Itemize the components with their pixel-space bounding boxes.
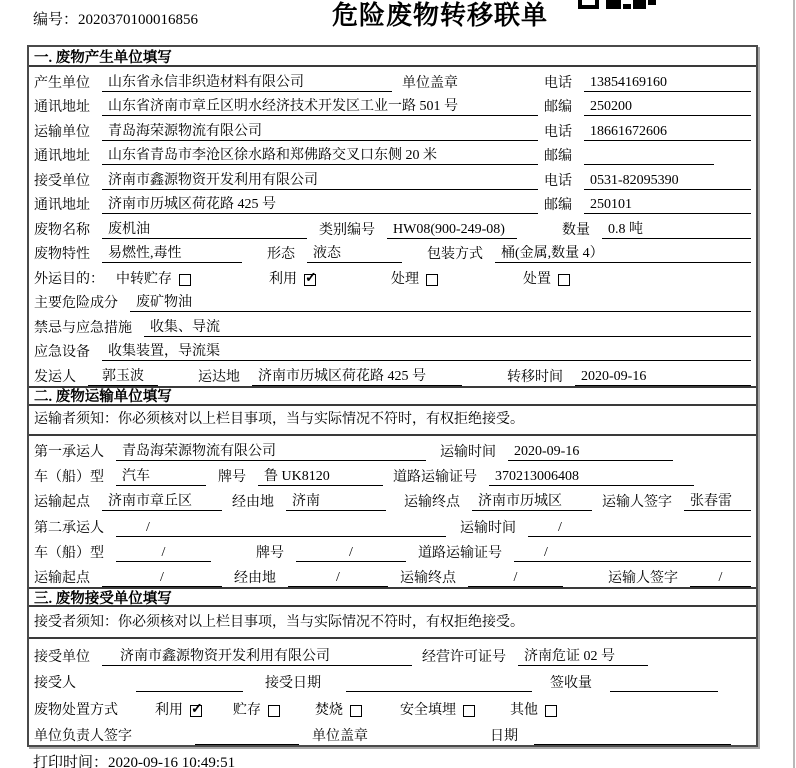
option-label: 安全填埋 <box>400 702 456 718</box>
address-label: 通讯地址 <box>34 100 90 115</box>
disposal-method-row <box>29 692 756 719</box>
receiver-row <box>29 165 756 190</box>
plate-value: 鲁 UK8120 <box>258 468 383 486</box>
transporter-label: 运输单位 <box>34 124 90 140</box>
packing-label: 包装方式 <box>427 247 483 262</box>
route-via-value: / <box>288 569 388 587</box>
purpose-option-utilize <box>269 271 316 288</box>
form-title: 危险废物转移联单 <box>332 1 549 30</box>
qr-module <box>578 0 599 9</box>
producer-phone-group <box>544 74 751 92</box>
receiver-value: 济南市鑫源物资开发利用有限公司 <box>102 172 538 190</box>
disposal-method-label: 废物处置方式 <box>34 702 118 718</box>
emergency-measures-label: 禁忌与应急措施 <box>34 320 132 336</box>
packing-value: 桶(金属,数量 4） <box>495 245 751 263</box>
carrier2-row <box>29 511 756 536</box>
carrier1-time-value: 2020-09-16 <box>508 443 673 461</box>
zip-label: 邮编 <box>544 198 572 213</box>
transporter-zip-value <box>584 148 714 165</box>
option-label: 贮存 <box>233 702 261 718</box>
route-end-value: 济南市历城区 <box>472 493 592 511</box>
route-end-label: 运输终点 <box>400 571 456 587</box>
section2-header: 二. 废物运输单位填写 <box>29 386 756 406</box>
route-via-label: 经由地 <box>234 571 276 587</box>
qr-module <box>623 4 631 9</box>
dispatch-row <box>29 361 756 386</box>
page-edge-line <box>793 0 795 768</box>
transport-time-label: 运输时间 <box>440 444 496 460</box>
plate-value: / <box>296 544 406 562</box>
option-label: 处置 <box>523 271 551 287</box>
qr-code-partial <box>578 0 656 9</box>
receiver-address-row <box>29 190 756 215</box>
transporter-phone-value: 18661672606 <box>584 123 751 141</box>
hazard-value: 废矿物油 <box>130 294 751 312</box>
checkbox-other <box>545 705 557 717</box>
unit-seal-label: 单位盖章 <box>402 75 458 91</box>
receiver-phone-value: 0531-82095390 <box>584 172 751 190</box>
option-label: 处理 <box>391 271 419 287</box>
checkbox-landfill <box>463 705 475 717</box>
print-time-label: 打印时间： <box>33 755 109 768</box>
checkbox-utilize <box>190 705 202 717</box>
carrier2-route-row <box>29 562 756 587</box>
receiver-phone-group <box>544 172 751 190</box>
plate-label: 牌号 <box>218 470 246 486</box>
responsible-sign-label: 单位负责人签字 <box>34 729 132 745</box>
receiver-label: 接受单位 <box>34 173 90 189</box>
phone-label: 电话 <box>544 124 572 140</box>
accept-unit-row <box>29 639 756 666</box>
license-label: 经营许可证号 <box>422 649 506 665</box>
receiver-zip-value: 250101 <box>584 196 751 214</box>
date-label: 日期 <box>490 729 518 745</box>
carrier-sign-value: 张春雷 <box>684 493 751 511</box>
purpose-label: 外运目的： <box>34 271 104 287</box>
option-label: 利用 <box>269 271 297 287</box>
zip-label: 邮编 <box>544 149 572 164</box>
emergency-measures-row <box>29 312 756 337</box>
road-permit-value: 370213006408 <box>489 468 694 486</box>
accept-person-label: 接受人 <box>34 676 76 692</box>
destination-label: 运达地 <box>198 369 240 385</box>
accept-date-label: 接受日期 <box>265 676 321 692</box>
transporter-row <box>29 116 756 141</box>
disposal-option-utilize <box>155 702 202 719</box>
responsible-sign-row <box>29 719 756 746</box>
receiver-notice-row <box>29 607 756 639</box>
route-start-value: 济南市章丘区 <box>102 493 222 511</box>
qr-module <box>606 0 621 9</box>
vehicle-type-label: 车（船）型 <box>34 545 104 561</box>
purpose-option-transfer <box>116 271 191 288</box>
waste-name-value: 废机油 <box>102 221 307 239</box>
checkbox-utilize <box>304 274 316 286</box>
destination-value: 济南市历城区荷花路 425 号 <box>252 368 462 386</box>
option-label: 焚烧 <box>315 702 343 718</box>
transport-time-label: 运输时间 <box>460 520 516 536</box>
receiver-address-value: 济南市历城区荷花路 425 号 <box>102 196 538 214</box>
producer-row <box>29 67 756 92</box>
carrier1-route-row <box>29 486 756 511</box>
transporter-notice-row <box>29 406 756 436</box>
purpose-row <box>29 263 756 288</box>
road-permit-label: 道路运输证号 <box>393 470 477 486</box>
vehicle-type-value: / <box>116 544 211 562</box>
section1-header: 一. 废物产生单位填写 <box>29 47 756 67</box>
disposal-option-incinerate <box>315 702 362 719</box>
carrier2-label: 第二承运人 <box>34 520 104 536</box>
producer-zip-group <box>544 98 751 116</box>
producer-phone-value: 13854169160 <box>584 74 751 92</box>
vehicle-type-value: 汽车 <box>116 468 206 486</box>
carrier1-label: 第一承运人 <box>34 444 104 460</box>
serial-label: 编号： <box>33 12 79 28</box>
accept-unit-label: 接受单位 <box>34 649 90 665</box>
carrier-sign-value: / <box>690 569 751 587</box>
receipt-qty-value <box>610 675 718 692</box>
route-via-label: 经由地 <box>232 495 274 511</box>
road-permit-value: / <box>514 544 751 562</box>
serial-number <box>33 8 198 29</box>
dispatcher-value: 郭玉波 <box>88 368 158 386</box>
waste-form-label: 形态 <box>267 247 295 262</box>
responsible-sign-value <box>195 728 299 745</box>
waste-qty-label: 数量 <box>562 222 590 238</box>
producer-address-row <box>29 92 756 117</box>
disposal-option-store <box>233 702 280 719</box>
checkbox-transfer-storage <box>179 274 191 286</box>
waste-qty-value: 0.8 吨 <box>602 221 751 239</box>
accept-unit-value: 济南市鑫源物资开发利用有限公司 <box>102 648 412 666</box>
waste-code-label: 类别编号 <box>319 222 375 238</box>
receiver-zip-group <box>544 196 751 214</box>
checkbox-treat <box>426 274 438 286</box>
transporter-value: 青岛海荣源物流有限公司 <box>102 123 538 141</box>
emergency-measures-value: 收集、导流 <box>144 319 751 337</box>
option-label: 利用 <box>155 702 183 718</box>
print-time-value: 2020-09-16 10:49:51 <box>108 755 236 768</box>
producer-value: 山东省永信非织造材料有限公司 <box>102 74 392 92</box>
transporter-address-row <box>29 141 756 166</box>
address-label: 通讯地址 <box>34 149 90 164</box>
qr-module <box>633 0 646 9</box>
phone-label: 电话 <box>544 75 572 91</box>
transporter-phone-group <box>544 123 751 141</box>
route-start-label: 运输起点 <box>34 495 90 511</box>
vehicle-type-label: 车（船）型 <box>34 470 104 486</box>
serial-value: 2020370100016856 <box>78 12 199 28</box>
carrier2-vehicle-row <box>29 537 756 562</box>
route-end-value: / <box>468 569 563 587</box>
waste-name-label: 废物名称 <box>34 222 90 238</box>
disposal-option-landfill <box>400 702 475 719</box>
carrier1-value: 青岛海荣源物流有限公司 <box>116 443 426 461</box>
dispatcher-label: 发运人 <box>34 369 76 385</box>
address-label: 通讯地址 <box>34 198 90 213</box>
accept-date-value <box>346 675 532 692</box>
accept-person-value <box>136 675 243 692</box>
hazard-label: 主要危险成分 <box>34 296 118 311</box>
producer-label: 产生单位 <box>34 75 90 91</box>
accept-person-row <box>29 666 756 693</box>
checkbox-incinerate <box>350 705 362 717</box>
transfer-time-label: 转移时间 <box>507 369 563 385</box>
print-time <box>33 751 235 768</box>
carrier2-time-value: / <box>528 519 751 537</box>
carrier-sign-label: 运输人签字 <box>608 571 678 587</box>
unit-seal-label: 单位盖章 <box>312 729 368 745</box>
emergency-equipment-value: 收集装置，导流渠 <box>102 343 751 361</box>
transfer-time-value: 2020-09-16 <box>575 368 751 386</box>
transporter-notice-text: 运输者须知：你必须核对以上栏目事项，当与实际情况不符时，有权拒绝接受。 <box>34 412 524 427</box>
checkbox-store <box>268 705 280 717</box>
receipt-qty-label: 签收量 <box>550 676 592 692</box>
license-value: 济南危证 02 号 <box>518 648 648 666</box>
route-start-value: / <box>102 569 222 587</box>
waste-props-value: 易燃性,毒性 <box>102 245 242 263</box>
purpose-option-treat <box>391 271 438 288</box>
purpose-option-dispose <box>523 271 570 288</box>
waste-props-row <box>29 239 756 264</box>
route-start-label: 运输起点 <box>34 571 90 587</box>
emergency-equipment-row <box>29 337 756 362</box>
receiver-notice-text: 接受者须知：你必须核对以上栏目事项，当与实际情况不符时，有权拒绝接受。 <box>34 614 524 630</box>
carrier1-vehicle-row <box>29 461 756 486</box>
waste-code-value: HW08(900-249-08) <box>387 221 517 239</box>
route-end-label: 运输终点 <box>404 495 460 511</box>
plate-label: 牌号 <box>256 545 284 561</box>
route-via-value: 济南 <box>286 493 386 511</box>
section3-header: 三. 废物接受单位填写 <box>29 587 756 607</box>
option-label: 中转贮存 <box>116 271 172 287</box>
waste-name-row <box>29 214 756 239</box>
transporter-address-value: 山东省青岛市李沧区徐水路和郑佛路交叉口东侧 20 米 <box>102 147 538 165</box>
qr-module <box>648 0 656 5</box>
date-value <box>534 728 731 745</box>
carrier-sign-label: 运输人签字 <box>602 495 672 511</box>
disposal-option-other <box>510 702 557 719</box>
waste-props-label: 废物特性 <box>34 247 90 262</box>
emergency-equipment-label: 应急设备 <box>34 345 90 360</box>
option-label: 其他 <box>510 702 538 718</box>
phone-label: 电话 <box>544 173 572 189</box>
transporter-zip-group <box>544 148 751 165</box>
producer-address-value: 山东省济南市章丘区明水经济技术开发区工业一路 501 号 <box>102 98 538 116</box>
hazard-row <box>29 288 756 313</box>
waste-form-value: 液态 <box>307 245 402 263</box>
checkbox-dispose <box>558 274 570 286</box>
zip-label: 邮编 <box>544 100 572 115</box>
road-permit-label: 道路运输证号 <box>418 545 502 561</box>
transfer-form <box>27 45 758 747</box>
carrier2-value: / <box>116 519 446 537</box>
carrier1-row <box>29 436 756 461</box>
producer-zip-value: 250200 <box>584 98 751 116</box>
